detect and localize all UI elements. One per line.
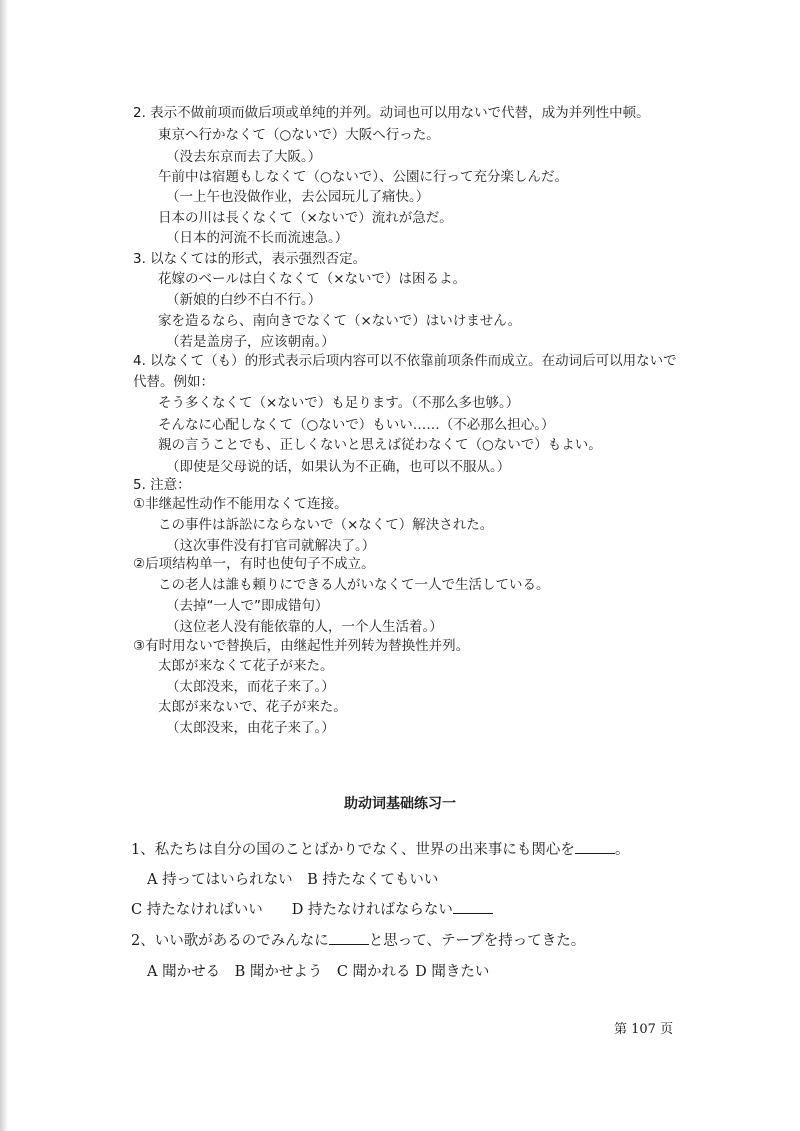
note-line: （太郎没来，而花子来了。）	[166, 679, 335, 695]
note-line: 太郎が来ないで、花子が来た。	[158, 699, 347, 715]
note-line: （去掉“一人で”即成错句）	[166, 598, 329, 614]
note-line: 東京へ行かなくて（○ないで）大阪へ行った。	[158, 127, 440, 143]
note-line: 2. 表示不做前项而做后项或单纯的并列。动词也可以用ないで代替，成为并列性中顿。	[133, 105, 650, 121]
note-line: （即使是父母说的话，如果认为不正确，也可以不服从。）	[166, 459, 511, 475]
question-2-text: 2、いい歌があるのでみんなに	[131, 933, 329, 949]
note-line: （这次事件没有打官司就解决了。）	[166, 538, 376, 554]
note-line: 花嫁のベールは白くなくて（×ないで）は困るよ。	[158, 271, 467, 287]
question-2-end: と思って、テープを持ってきた。	[368, 933, 586, 949]
note-line: （若是盖房子，应该朝南。）	[166, 334, 335, 350]
note-line: 午前中は宿題もしなくて（○ないで）、公園に行って充分楽しんだ。	[158, 169, 569, 185]
question-1-options-a-b: A 持ってはいられない B 持たなくてもいい	[147, 872, 439, 888]
question-2	[131, 931, 585, 951]
scan-edge-shadow	[0, 0, 8, 1131]
note-line: （没去东京而去了大阪。）	[166, 149, 322, 165]
note-line: 5. 注意：	[133, 477, 191, 493]
answer-blank	[575, 841, 615, 854]
note-line: 4. 以なくて（も）的形式表示后项内容可以不依靠前项条件而成立。在动词后可以用ないで	[133, 353, 677, 369]
answer-blank	[329, 932, 369, 945]
question-1-options-c-d	[131, 900, 493, 920]
note-line: 親の言うことでも、正しくないと思えば従わなくて（○ないで）もよい。	[158, 437, 602, 453]
note-line: そう多くなくて（×ないで）も足ります。（不那么多也够。）	[158, 395, 520, 411]
note-line: この老人は誰も頼りにできる人がいなくて一人で生活している。	[158, 577, 550, 593]
note-line: 家を造るなら、南向きでなくて（×ないで）はいけません。	[158, 313, 522, 329]
question-2-options: A 聞かせる B 聞かせよう C 聞かれる D 聞きたい	[147, 964, 490, 980]
question-1-options-c-d-text: C 持たなければいい D 持たなければならない	[131, 902, 453, 918]
question-1-end: 。	[614, 842, 630, 858]
note-line: ②后项结构单一，有时也使句子不成立。	[133, 556, 375, 572]
note-line: 代替。例如：	[133, 374, 214, 390]
question-1-text: 1、私たちは自分の国のことばかりでなく、世界の出来事にも関心を	[131, 842, 575, 858]
note-line: そんなに心配しなくて（○ないで）もいい……（不必那么担心。）	[158, 417, 555, 433]
page-number: 第 107 页	[614, 1022, 674, 1037]
note-line: ③有时用ないで替换后，由继起性并列转为替换性并列。	[133, 638, 470, 654]
note-line: 日本の川は長くなくて（×ないで）流れが急だ。	[158, 210, 453, 226]
note-line: （新娘的白纱不白不行。）	[166, 292, 322, 308]
note-line: 3. 以なくては的形式，表示强烈否定。	[133, 251, 367, 267]
note-line: （太郎没来，由花子来了。）	[166, 720, 335, 736]
question-1	[131, 840, 629, 860]
answer-blank	[453, 901, 493, 914]
note-line: （这位老人没有能依靠的人，一个人生活着。）	[166, 619, 443, 635]
exercise-title: 助动词基础练习一	[344, 796, 456, 812]
note-line: この事件は訴訟にならないで（×なくて）解決された。	[158, 517, 494, 533]
note-line: （日本的河流不长而流速急。）	[166, 230, 349, 246]
note-line: ①非继起性动作不能用なくて连接。	[133, 496, 348, 512]
note-line: 太郎が来なくて花子が来た。	[158, 658, 334, 674]
note-line: （一上午也没做作业，去公园玩儿了痛快。）	[166, 189, 430, 205]
